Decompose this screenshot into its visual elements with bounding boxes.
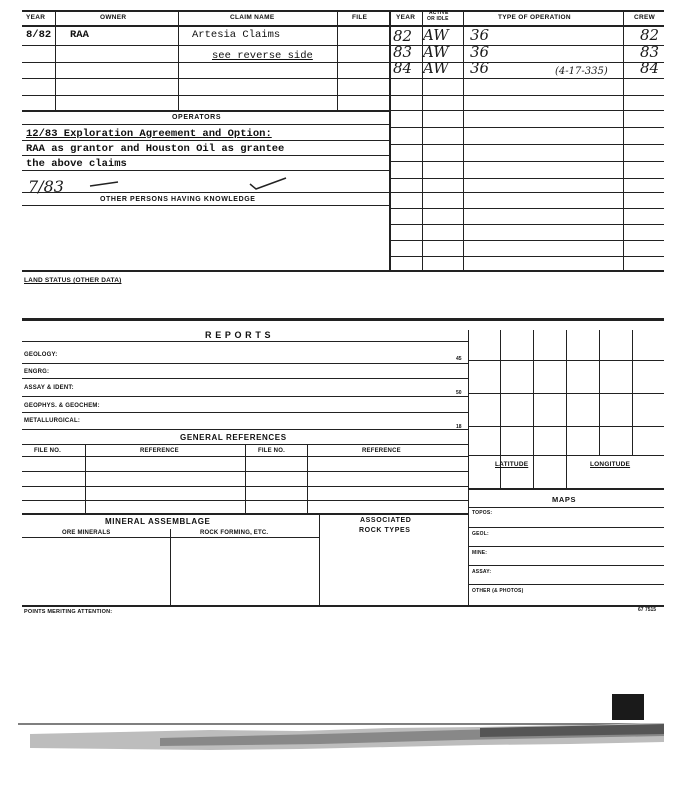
longitude-label: LONGITUDE [590, 461, 631, 468]
heavy-rule [22, 318, 664, 321]
activity-note: (4-17-335) [555, 66, 608, 77]
mineral-heading: MINERAL ASSEMBLAGE [105, 517, 211, 526]
activity-status-3: AW [423, 59, 449, 77]
activity-status-2: AW [423, 43, 449, 61]
col-idle: OR IDLE [427, 16, 449, 22]
activity-status-1: AW [423, 26, 449, 44]
ore-minerals-label: ORE MINERALS [62, 530, 111, 536]
report-metallurgical-num: 18 [456, 424, 462, 430]
latitude-label: LATITUDE [495, 461, 529, 468]
col-active: ACTIVE [429, 10, 449, 16]
assoc-rock-1: ASSOCIATED [360, 517, 412, 524]
maps-topos: TOPOS: [472, 510, 493, 516]
activity-year-1: 82 [393, 27, 413, 45]
land-status-label: LAND STATUS (OTHER DATA) [24, 277, 122, 284]
entry-year: 8/82 [26, 29, 52, 41]
ref-col-reference-2: REFERENCE [362, 448, 401, 454]
report-engrg: ENGRG: [24, 369, 50, 375]
activity-year-3: 84 [393, 59, 413, 77]
activity-crew-1: 82 [640, 26, 660, 44]
signature-strokes [88, 174, 288, 194]
form-number: 67 7515 [638, 607, 657, 613]
ref-col-file-no-2: FILE NO. [258, 448, 285, 454]
ref-col-reference-1: REFERENCE [140, 448, 179, 454]
col-type-of-operation: TYPE OF OPERATION [498, 14, 571, 21]
col-claim-name: CLAIM NAME [230, 14, 275, 21]
activity-crew-2: 83 [640, 43, 660, 61]
entry-claim-note: see reverse side [212, 50, 313, 62]
general-refs-heading: GENERAL REFERENCES [180, 433, 287, 442]
maps-geol: GEOL: [472, 531, 489, 537]
activity-year-2: 83 [393, 43, 413, 61]
others-heading: OTHER PERSONS HAVING KNOWLEDGE [100, 196, 256, 203]
rock-forming-label: ROCK FORMING, ETC. [200, 530, 269, 536]
maps-mine: MINE: [472, 550, 488, 556]
scan-smear [0, 690, 678, 780]
report-metallurgical: METALLURGICAL: [24, 418, 81, 424]
activity-type-3: 36 [470, 59, 490, 77]
report-assay-num: 50 [456, 390, 462, 396]
maps-other: OTHER (& PHOTOS) [472, 588, 524, 594]
entry-owner: RAA [70, 29, 89, 41]
report-assay: ASSAY & IDENT: [24, 385, 74, 391]
maps-assay: ASSAY: [472, 569, 492, 575]
operators-heading: OPERATORS [172, 114, 222, 121]
activity-type-1: 36 [470, 26, 490, 44]
entry-claim-name: Artesia Claims [192, 29, 281, 41]
col-crew: CREW [634, 14, 656, 21]
report-geology: GEOLOGY: [24, 352, 58, 358]
activity-type-2: 36 [470, 43, 490, 61]
col-owner: OWNER [100, 14, 127, 21]
col-year: YEAR [26, 14, 46, 21]
col-year-2: YEAR [396, 14, 416, 21]
report-geophys: GEOPHYS. & GEOCHEM: [24, 403, 100, 409]
assoc-rock-2: ROCK TYPES [359, 527, 411, 534]
maps-heading: MAPS [552, 495, 577, 504]
operators-line-1: 12/83 Exploration Agreement and Option: [26, 128, 272, 140]
points-meriting-label: POINTS MERITING ATTENTION: [24, 609, 113, 615]
col-file: FILE [352, 14, 368, 21]
report-geology-num: 45 [456, 356, 462, 362]
activity-crew-3: 84 [640, 59, 660, 77]
operators-line-2: RAA as grantor and Houston Oil as grantee [26, 143, 285, 155]
ref-col-file-no-1: FILE NO. [34, 448, 61, 454]
operators-handwritten: 7/83 [28, 177, 64, 196]
reports-heading: R E P O R T S [205, 330, 272, 340]
operators-line-3: the above claims [26, 158, 127, 170]
